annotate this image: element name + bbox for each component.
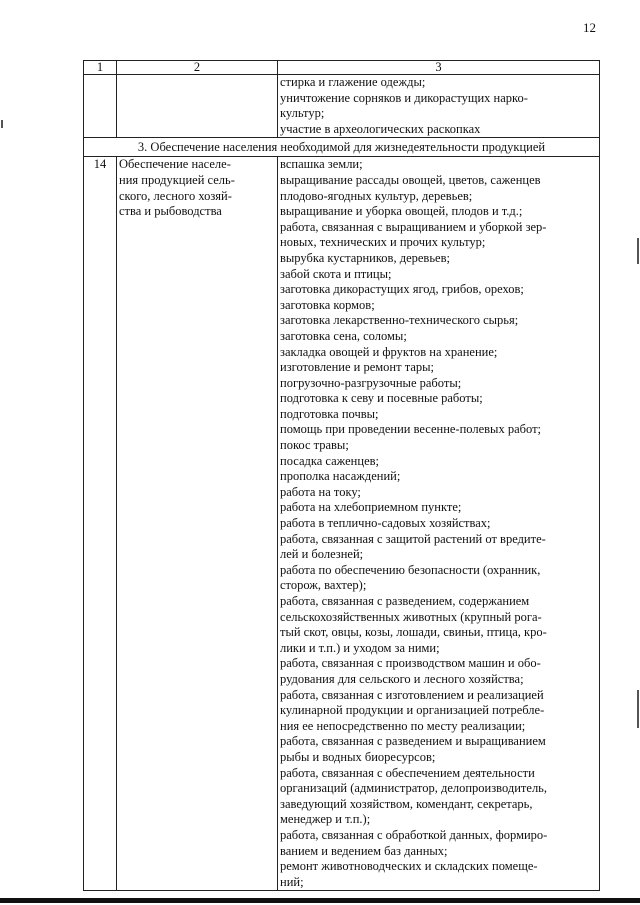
list-item: организаций (администратор, делопроизводитель, [280, 781, 548, 796]
list-item: рудования для сельского и лесного хозяйства; [280, 671, 524, 686]
list-item: ния ее непосредственно по месту реализации; [280, 718, 526, 733]
list-item: заготовка лекарственно-технического сырья; [280, 313, 519, 328]
column-header-2: 2 [117, 61, 278, 75]
list-item: сторож, вахтер); [280, 578, 367, 593]
list-item: тый скот, овцы, козы, лошади, свиньи, птица, кро- [280, 625, 547, 640]
description-line: ского, лесного хозяй- [119, 188, 232, 203]
scan-edge-mark [637, 690, 639, 728]
list-item: работа в теплично-садовых хозяйствах; [280, 516, 491, 531]
list-item: работа, связанная с обработкой данных, формиро- [280, 827, 548, 842]
row-items-cell [278, 157, 600, 891]
list-item: работа, связанная с изготовлением и реализацией [280, 687, 544, 702]
list-item: заготовка сена, соломы; [280, 328, 407, 343]
list-item: работа на хлебоприемном пункте; [280, 500, 462, 515]
list-item: работа, связанная с разведением и выращиванием [280, 734, 546, 749]
list-item: изготовление и ремонт тары; [280, 360, 434, 375]
list-item: работа, связанная с производством машин и обо- [280, 656, 541, 671]
row-number: 14 [84, 157, 117, 891]
list-item: заготовка дикорастущих ягод, грибов, орехов; [280, 282, 524, 297]
list-item: забой скота и птицы; [280, 266, 392, 281]
list-item: ванием и ведением баз данных; [280, 843, 448, 858]
list-item: работа, связанная с обеспечением деятельности [280, 765, 535, 780]
scan-bottom-edge [0, 898, 640, 903]
continuation-number-cell [84, 75, 117, 138]
list-item: лики и т.п.) и уходом за ними; [280, 640, 440, 655]
list-item: подготовка к севу и посевные работы; [280, 391, 483, 406]
table-row-continuation [84, 75, 600, 138]
list-item: помощь при проведении весенне-полевых работ; [280, 422, 542, 437]
continuation-items-cell [278, 75, 600, 138]
list-item: культур; [280, 106, 325, 121]
table-header-row [84, 61, 600, 75]
description-line: Обеспечение населе- [119, 157, 231, 172]
list-item: работа, связанная с выращиванием и уборкой зер- [280, 219, 547, 234]
list-item: погрузочно-разгрузочные работы; [280, 375, 462, 390]
list-item: уничтожение сорняков и дикорастущих нарко- [280, 90, 528, 105]
scan-edge-mark [1, 120, 3, 128]
list-item: прополка насаждений; [280, 469, 401, 484]
list-item: ремонт животноводческих и складских помеще- [280, 859, 538, 874]
list-item: выращивание рассады овощей, цветов, саженцев [280, 172, 541, 187]
list-item: работа на току; [280, 484, 361, 499]
section-title: 3. Обеспечение населения необходимой для жизнедеятельности продукцией [84, 138, 600, 157]
list-item: вспашка земли; [280, 157, 363, 172]
list-item: рыбы и водных биоресурсов; [280, 749, 436, 764]
list-item: покос травы; [280, 438, 349, 453]
continuation-description-cell [117, 75, 278, 138]
description-line: ства и рыбоводства [119, 204, 222, 219]
description-line: ния продукцией сель- [119, 172, 235, 187]
list-item: работа по обеспечению безопасности (охранник, [280, 562, 541, 577]
list-item: ний; [280, 874, 304, 889]
document-table [83, 60, 600, 891]
list-item: работа, связанная с разведением, содержанием [280, 594, 530, 608]
list-item: кулинарной продукции и организацией потребле- [280, 703, 545, 718]
list-item: плодово-ягодных культур, деревьев; [280, 188, 473, 203]
list-item: менеджер и т.п.); [280, 812, 371, 827]
list-item: подготовка почвы; [280, 406, 379, 421]
table-row-14 [84, 157, 600, 891]
list-item: заготовка кормов; [280, 297, 375, 312]
row-description [117, 157, 278, 891]
page-number: 12 [583, 20, 596, 35]
list-item: посадка саженцев; [280, 453, 379, 468]
column-header-3: 3 [278, 61, 600, 75]
scan-edge-mark [637, 238, 639, 264]
list-item: закладка овощей и фруктов на хранение; [280, 344, 498, 359]
list-item: участие в археологических раскопках [280, 121, 481, 136]
list-item: новых, технических и прочих культур; [280, 235, 486, 250]
list-item: заведующий хозяйством, комендант, секретарь, [280, 796, 533, 811]
column-header-1: 1 [84, 61, 117, 75]
list-item: лей и болезней; [280, 547, 364, 562]
list-item: сельскохозяйственных животных (крупный рога- [280, 609, 542, 624]
list-item: стирка и глажение одежды; [280, 75, 426, 89]
section-header-row [84, 138, 600, 157]
list-item: вырубка кустарников, деревьев; [280, 250, 450, 265]
list-item: работа, связанная с защитой растений от вредите- [280, 531, 546, 546]
list-item: выращивание и уборка овощей, плодов и т.д.; [280, 204, 523, 219]
